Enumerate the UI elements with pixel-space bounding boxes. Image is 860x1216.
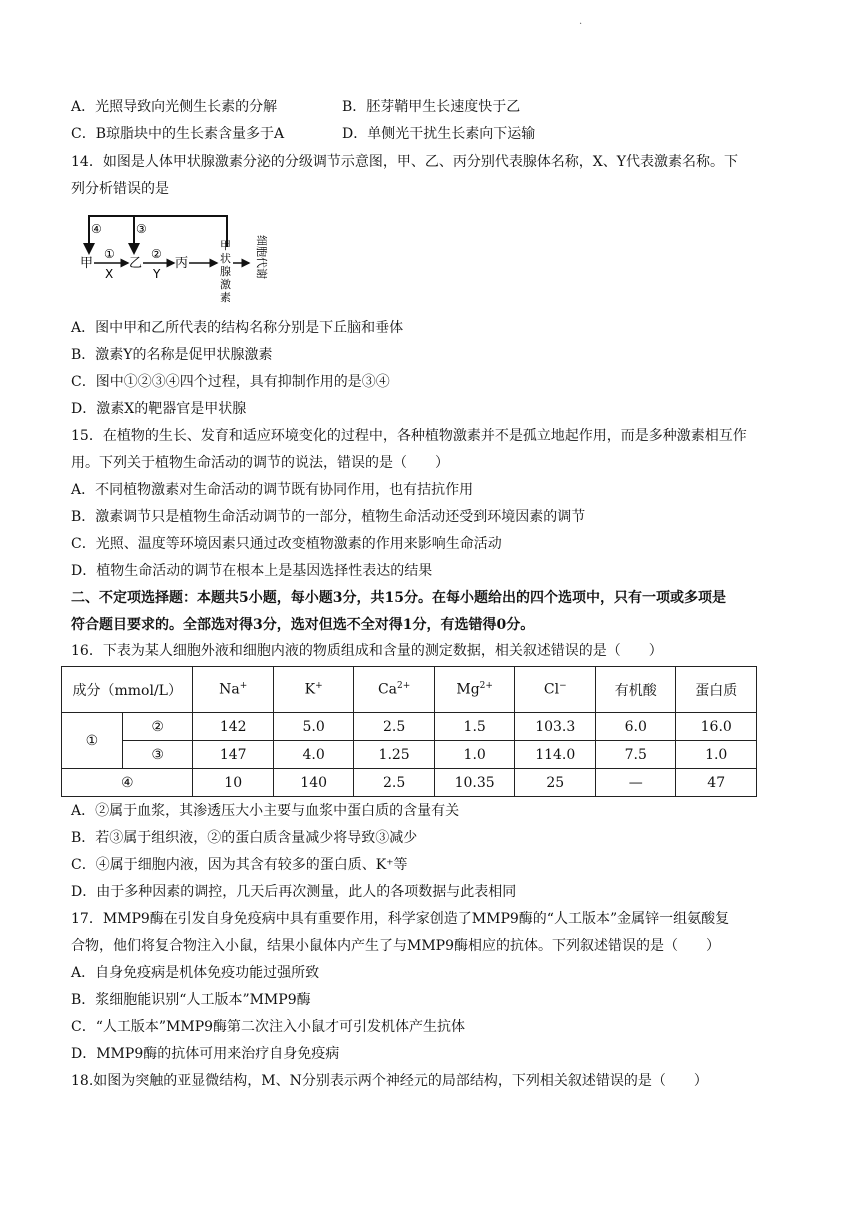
q18-stem: 18.如图为突触的亚显微结构，M、N分别表示两个神经元的局部结构，下列相关叙述错误的是（ ） — [71, 1073, 708, 1089]
label-circle-3: ③ — [136, 222, 147, 236]
table-cell: 47 — [676, 769, 757, 797]
thyroid-hormone-char-4: 激 — [220, 278, 231, 291]
q16-option-d: D．由于多种因素的调控，几天后再次测量，此人的各项数据与此表相同 — [71, 884, 517, 900]
hormone-y: Y — [153, 267, 161, 281]
q17-option-c: C．“人工版本”MMP9酶第二次注入小鼠才可引发机体产生抗体 — [71, 1019, 466, 1035]
table-cell: 114.0 — [515, 741, 596, 769]
q14-option-a: A．图中甲和乙所代表的结构名称分别是下丘脑和垂体 — [71, 320, 404, 336]
q16-option-a: A．②属于血浆，其渗透压大小主要与血浆中蛋白质的含量有关 — [71, 803, 460, 819]
table-cell: 16.0 — [676, 713, 757, 741]
header-k: K+ — [273, 667, 353, 713]
q17-option-b: B．浆细胞能识别“人工版本”MMP9酶 — [71, 992, 311, 1008]
table-cell: 4.0 — [273, 741, 353, 769]
table-cell: 142 — [193, 713, 273, 741]
q15-option-b: B．激素调节只是植物生命活动调节的一部分，植物生命活动还受到环境因素的调节 — [71, 509, 586, 525]
table-cell: 1.0 — [434, 741, 515, 769]
gland-yi: 乙 — [129, 256, 143, 271]
row-group-label: ① — [62, 713, 123, 769]
table-cell: 1.5 — [434, 713, 515, 741]
q13-option-c: C．B琼脂块中的生长素含量多于A — [71, 126, 285, 142]
q17-option-a: A．自身免疫病是机体免疫功能过强所致 — [71, 965, 320, 981]
header-ca: $Ca^{2+}$ — [354, 667, 435, 713]
table-cell: 1.0 — [676, 741, 757, 769]
table-cell: 103.3 — [515, 713, 596, 741]
q14-stem-line2: 列分析错误的是 — [71, 181, 169, 197]
q16-option-c: C．④属于细胞内液，因为其含有较多的蛋白质、K⁺等 — [71, 857, 408, 873]
label-circle-4: ④ — [91, 222, 102, 236]
q15-option-a: A．不同植物激素对生命活动的调节既有协同作用，也有拮抗作用 — [71, 482, 474, 498]
row-label: ③ — [122, 741, 193, 769]
table-cell: 1.25 — [354, 741, 435, 769]
thyroid-hormone-char-3: 腺 — [220, 265, 231, 278]
section2-heading-line2: 符合题目要求的。全部选对得3分，选对但选不全对得1分，有选错得0分。 — [71, 617, 535, 633]
q15-option-c: C．光照、温度等环境因素只通过改变植物激素的作用来影响生命活动 — [71, 536, 502, 552]
table-cell: 140 — [273, 769, 353, 797]
row-label: ② — [122, 713, 193, 741]
q14-option-c: C．图中①②③④四个过程，具有抑制作用的是③④ — [71, 374, 390, 390]
q16-data-table — [61, 666, 757, 797]
q15-stem-line2: 用。下列关于植物生命活动的调节的说法，错误的是（ ） — [71, 455, 449, 471]
q17-option-d: D．MMP9酶的抗体可用来治疗自身免疫病 — [71, 1046, 340, 1062]
table-cell: 2.5 — [354, 769, 435, 797]
table-cell: 6.0 — [596, 713, 676, 741]
gland-bing: 丙 — [175, 256, 189, 271]
q13-option-b: B．胚芽鞘甲生长速度快于乙 — [342, 99, 521, 115]
hormone-x: X — [105, 267, 114, 281]
q13-option-a: A．光照导致向光侧生长素的分解 — [71, 99, 278, 115]
q15-option-d: D．植物生命活动的调节在根本上是基因选择性表达的结果 — [71, 563, 433, 579]
table-cell: 2.5 — [354, 713, 435, 741]
thyroid-hormone-char-2: 状 — [220, 252, 231, 265]
q14-option-d: D．激素X的靶器官是甲状腺 — [71, 401, 247, 417]
header-protein: 蛋白质 — [676, 667, 757, 713]
metabolism-label: 细胞代谢 — [255, 235, 268, 279]
table-header-row — [62, 667, 757, 713]
table-cell: 10.35 — [434, 769, 515, 797]
q15-stem-line1: 15．在植物的生长、发育和适应环境变化的过程中，各种植物激素并不是孤立地起作用，而是多种激素相互作 — [71, 428, 747, 444]
q13-option-d: D．单侧光干扰生长素向下运输 — [342, 126, 536, 142]
q16-option-b: B．若③属于组织液，②的蛋白质含量减少将导致③减少 — [71, 830, 418, 846]
header-component: 成分（mmol/L） — [62, 667, 193, 713]
thyroid-hormone-char-5: 素 — [220, 291, 231, 304]
table-row — [62, 741, 757, 769]
label-circle-2: ② — [151, 247, 162, 261]
gland-jia: 甲 — [80, 256, 94, 271]
table-cell: 25 — [515, 769, 596, 797]
label-circle-1: ① — [104, 247, 115, 261]
q17-stem-line1: 17．MMP9酶在引发自身免疫病中具有重要作用，科学家创造了MMP9酶的“人工版本”金属锌一组氨酸复 — [71, 911, 730, 927]
header-mg: $Mg^{2+}$ — [434, 667, 515, 713]
row-label: ④ — [62, 769, 193, 797]
header-organic-acid: 有机酸 — [596, 667, 676, 713]
header-cl: Cl− — [515, 667, 596, 713]
thyroid-hormone-char-1: 甲 — [220, 239, 231, 252]
page-mark: . — [579, 16, 583, 27]
q17-stem-line2: 合物，他们将复合物注入小鼠，结果小鼠体内产生了与MMP9酶相应的抗体。下列叙述错误的是（ ） — [71, 938, 720, 954]
q14-stem-line1: 14．如图是人体甲状腺激素分泌的分级调节示意图，甲、乙、丙分别代表腺体名称，X、Y代表激素名称。下 — [71, 154, 739, 170]
thyroid-regulation-diagram — [80, 211, 270, 305]
header-na: Na+ — [193, 667, 273, 713]
table-row — [62, 769, 757, 797]
table-cell: 7.5 — [596, 741, 676, 769]
section2-heading-line1: 二、不定项选择题：本题共5小题，每小题3分，共15分。在每小题给出的四个选项中，只有一项或多项是 — [71, 590, 726, 606]
table-cell: — — [596, 769, 676, 797]
table-cell: 5.0 — [273, 713, 353, 741]
q16-stem: 16．下表为某人细胞外液和细胞内液的物质组成和含量的测定数据，相关叙述错误的是（ ） — [71, 643, 663, 659]
table-cell: 147 — [193, 741, 273, 769]
table-row — [62, 713, 757, 741]
table-cell: 10 — [193, 769, 273, 797]
q14-option-b: B．激素Y的名称是促甲状腺激素 — [71, 347, 273, 363]
